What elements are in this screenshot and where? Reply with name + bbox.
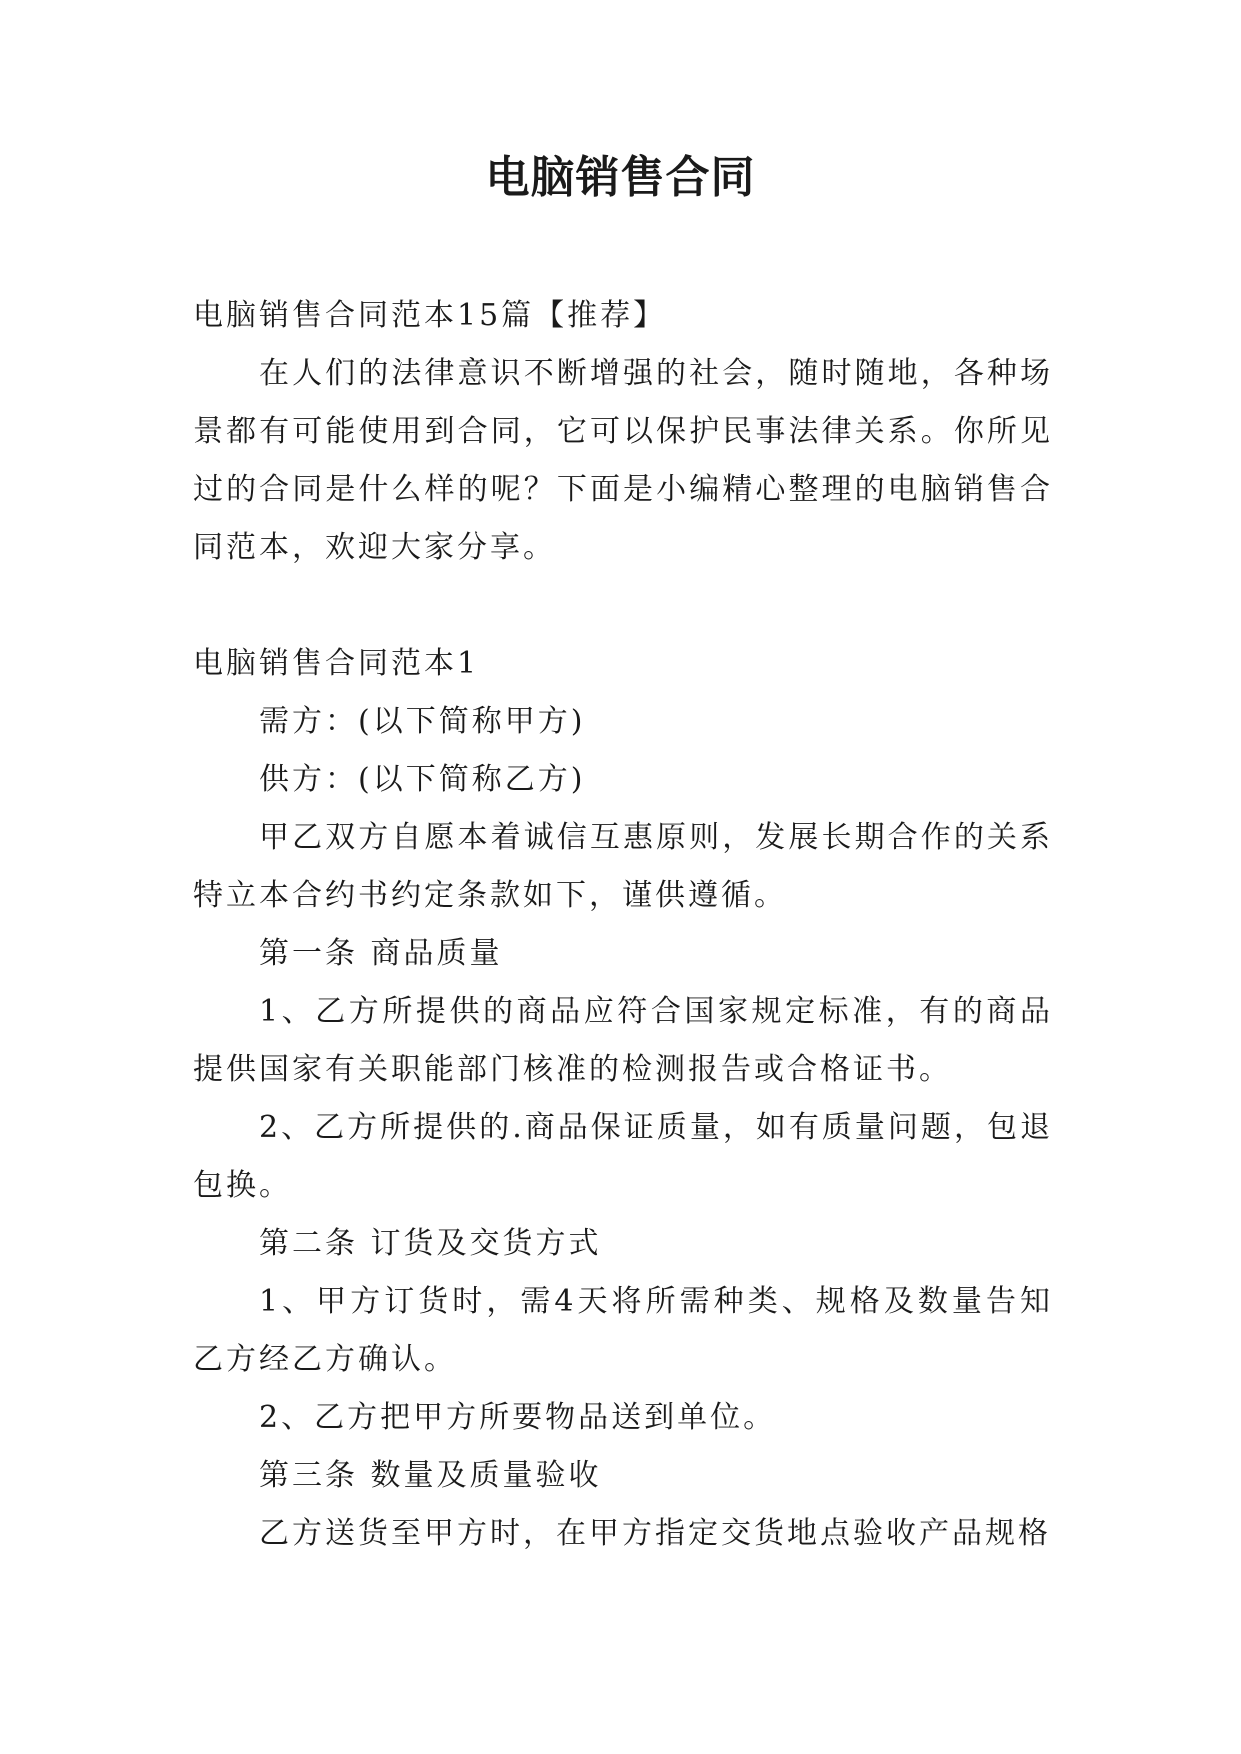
document-body (193, 287, 1053, 1563)
page-title: 电脑销售合同 (485, 152, 756, 203)
seller-line: 供方：(以下简称乙方) (259, 762, 586, 797)
article3-heading: 第三条 数量及质量验收 (259, 1458, 602, 1493)
article2-item1: 1、甲方订货时，需4天将所需种类、规格及数量告知乙方经乙方确认。 (193, 1284, 1053, 1377)
section-title: 电脑销售合同范本1 (193, 646, 480, 681)
document-subtitle: 电脑销售合同范本15篇【推荐】 (193, 298, 667, 333)
article3-text: 乙方送货至甲方时，在甲方指定交货地点验收产品规格 (259, 1516, 1051, 1551)
article1-heading: 第一条 商品质量 (259, 936, 503, 971)
intro-paragraph: 在人们的法律意识不断增强的社会，随时随地，各种场景都有可能使用到合同，它可以保护民事法律关系。你所见过的合同是什么样的呢？下面是小编精心整理的电脑销售合同范本，欢迎大家分享。 (193, 356, 1053, 565)
article1-item1: 1、乙方所提供的商品应符合国家规定标准，有的商品提供国家有关职能部门核准的检测报告或合格证书。 (193, 994, 1053, 1087)
preamble-paragraph: 甲乙双方自愿本着诚信互惠原则，发展长期合作的关系特立本合约书约定条款如下，谨供遵循。 (193, 820, 1053, 913)
article2-item2: 2、乙方把甲方所要物品送到单位。 (259, 1400, 777, 1435)
buyer-line: 需方：(以下简称甲方) (259, 704, 586, 739)
article1-item2: 2、乙方所提供的.商品保证质量，如有质量问题，包退包换。 (193, 1110, 1053, 1203)
article2-heading: 第二条 订货及交货方式 (259, 1226, 602, 1261)
